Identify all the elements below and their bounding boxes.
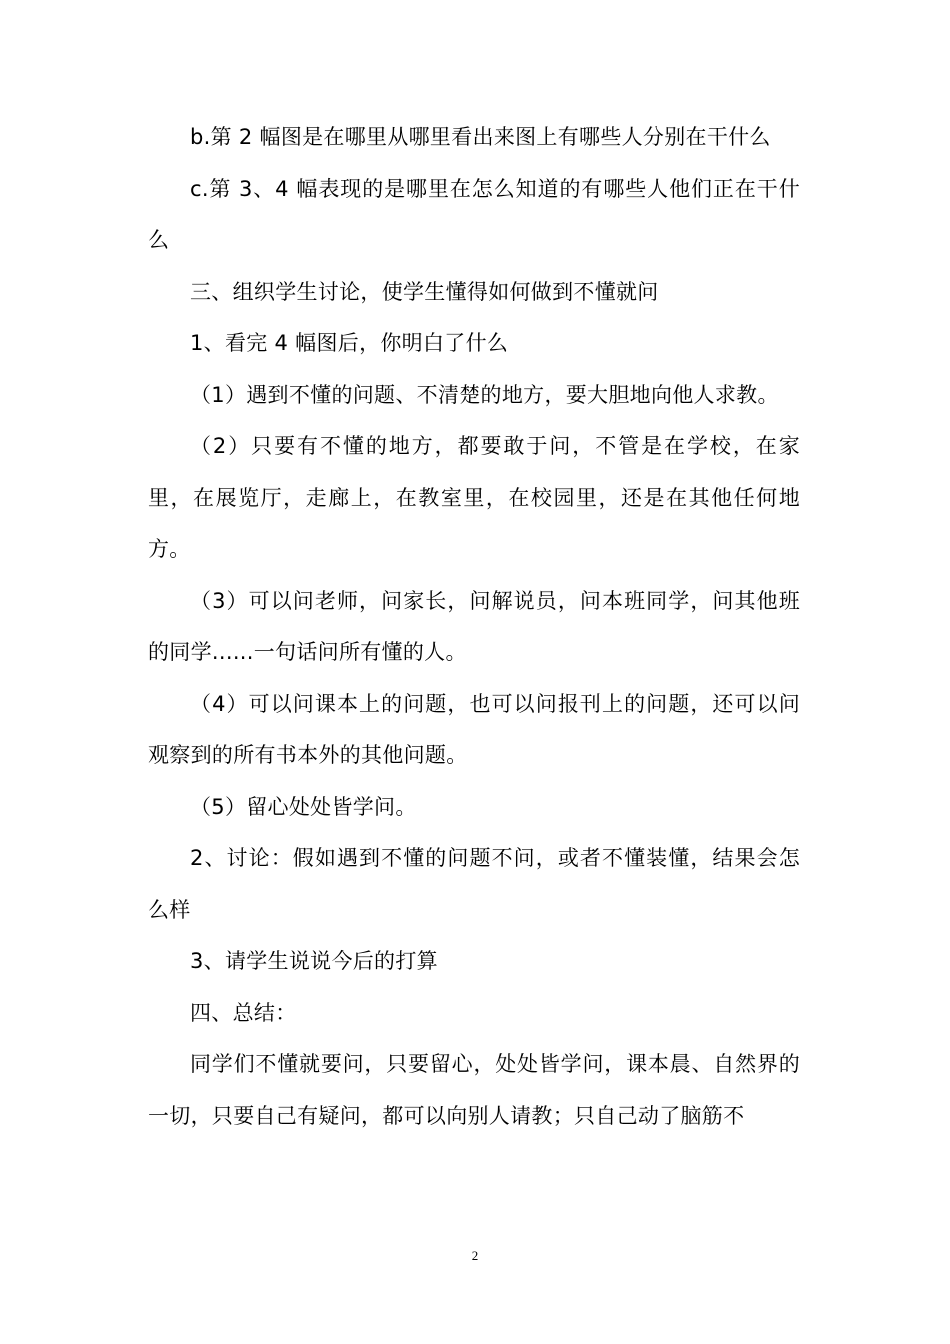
paragraph-picture-2-question: b.第 2 幅图是在哪里从哪里看出来图上有哪些人分别在干什么 — [190, 125, 771, 149]
paragraph-point-2: （2）只要有不懂的地方，都要敢于问，不管是在学校，在家里，在展览厅，走廊上，在教室里，在校园里，还是在其他任何地方。 — [148, 434, 800, 561]
paragraph-point-3: （3）可以问老师，问家长，问解说员，问本班同学，问其他班的同学......一句话问所有懂的人。 — [148, 588, 800, 664]
paragraph-point-1: （1）遇到不懂的问题、不清楚的地方，要大胆地向他人求教。 — [190, 382, 779, 407]
page-number: 2 — [471, 1248, 479, 1263]
paragraph-item-3: 3、请学生说说今后的打算 — [190, 949, 438, 973]
paragraph-picture-3-4-question: c.第 3、4 幅表现的是哪里在怎么知道的有哪些人他们正在干什么 — [148, 176, 800, 252]
paragraph-point-4: （4）可以问课本上的问题，也可以问报刊上的问题，还可以问观察到的所有书本外的其他问题。 — [148, 691, 800, 767]
section-heading-discussion: 三、组织学生讨论，使学生懂得如何做到不懂就问 — [190, 279, 659, 304]
paragraph-point-5: （5）留心处处皆学问。 — [190, 794, 417, 819]
paragraph-item-2: 2、讨论：假如遇到不懂的问题不问，或者不懂装懂，结果会怎么样 — [148, 846, 800, 922]
document-body — [148, 112, 800, 1142]
paragraph-summary: 同学们不懂就要问，只要留心，处处皆学问，课本晨、自然界的一切，只要自己有疑问，都可以向别人请教；只自己动了脑筋不 — [148, 1052, 800, 1128]
paragraph-item-1: 1、看完 4 幅图后，你明白了什么 — [190, 331, 509, 355]
section-heading-summary: 四、总结： — [190, 1000, 297, 1025]
